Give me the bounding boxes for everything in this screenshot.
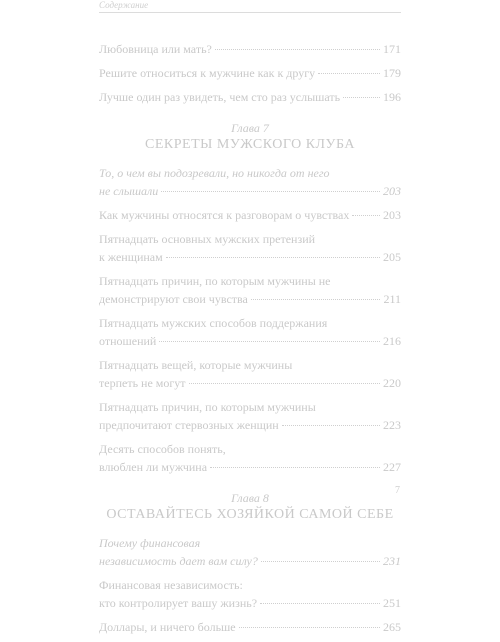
toc-entry-line	[99, 440, 401, 458]
dot-leader	[260, 603, 380, 604]
toc-section-top	[99, 40, 401, 106]
toc-entry	[99, 398, 401, 434]
toc-entry-title: Решите относиться к мужчине как к другу	[99, 66, 316, 80]
toc-entry-page: 251	[383, 596, 401, 610]
toc-entry-line	[99, 206, 401, 224]
toc-entry-line	[99, 248, 401, 266]
toc-section-chapter-8	[99, 534, 401, 636]
toc-entry-line	[99, 576, 401, 594]
toc-entry-page: 203	[383, 184, 401, 198]
toc-entry-title: Пятнадцать причин, по которым мужчины не	[99, 274, 331, 288]
chapter-7-heading	[99, 120, 401, 154]
toc-entry-title: Пятнадцать вещей, которые мужчины	[99, 358, 293, 372]
page-number: 7	[395, 485, 400, 496]
toc-entry-page: 196	[383, 90, 401, 104]
toc-entry-line	[99, 314, 401, 332]
chapter-8-heading	[99, 490, 401, 524]
dot-leader	[318, 73, 380, 74]
chapter-label: Глава 7	[231, 121, 269, 135]
toc-entry-title: демонстрируют свои чувства	[99, 292, 248, 306]
toc-entry-title: не слышали	[99, 184, 159, 198]
dot-leader	[282, 425, 380, 426]
toc-entry-title: Доллары, и ничего больше	[99, 620, 236, 634]
dot-leader	[215, 49, 380, 50]
toc-entry-line	[99, 230, 401, 248]
toc-entry-title: То, о чем вы подозревали, но никогда от него	[99, 166, 330, 180]
toc-entry-page: 171	[383, 42, 401, 56]
toc-entry	[99, 534, 401, 570]
dot-leader	[343, 97, 380, 98]
toc-entry	[99, 272, 401, 308]
toc-entry-page: 203	[383, 208, 401, 222]
toc-entry-page: 223	[383, 418, 401, 432]
toc-entry-line	[99, 374, 401, 392]
toc-entry-line	[99, 458, 401, 476]
dot-leader	[239, 627, 380, 628]
chapter-label: Глава 8	[231, 491, 269, 505]
toc-entry-page: 205	[383, 250, 401, 264]
toc-entry-title: влюблен ли мужчина	[99, 460, 208, 474]
toc-entry-page: 220	[383, 376, 401, 390]
toc-entry-line	[99, 552, 401, 570]
toc-entry-line	[99, 182, 401, 200]
dot-leader	[352, 215, 380, 216]
toc-entry-title: Лучше один раз увидеть, чем сто раз услышать	[99, 90, 341, 104]
toc-entry-line	[99, 290, 401, 308]
toc-entry	[99, 440, 401, 476]
toc-entry-title: Пятнадцать основных мужских претензий	[99, 232, 316, 246]
toc-entry	[99, 576, 401, 612]
toc-entry-title: Финансовая независимость:	[99, 578, 243, 592]
toc-entry-title: Как мужчины относятся к разговорам о чувствах	[99, 208, 350, 222]
dot-leader	[166, 257, 380, 258]
dot-leader	[251, 299, 381, 300]
toc-entry	[99, 314, 401, 350]
toc-entry-title: Любовница или мать?	[99, 42, 212, 56]
toc-entry-title: независимость дает вам силу?	[99, 554, 258, 568]
toc-entry-line	[99, 356, 401, 374]
toc-entry	[99, 88, 401, 106]
toc-entry-title: Пятнадцать причин, по которым мужчины	[99, 400, 316, 414]
toc-entry-line	[99, 64, 401, 82]
toc-entry-page: 265	[383, 620, 401, 634]
toc-entry	[99, 618, 401, 636]
toc-entry-page: 211	[383, 292, 401, 306]
chapter-title: СЕКРЕТЫ МУЖСКОГО КЛУБА	[145, 137, 355, 152]
toc-entry-page: 227	[383, 460, 401, 474]
toc-entry	[99, 230, 401, 266]
toc-entry-title: Почему финансовая	[99, 536, 201, 550]
toc-entry-title: отношений	[99, 334, 157, 348]
chapter-title: ОСТАВАЙТЕСЬ ХОЗЯЙКОЙ САМОЙ СЕБЕ	[106, 507, 394, 522]
toc-section-chapter-7	[99, 164, 401, 476]
toc-entry	[99, 356, 401, 392]
toc-entry	[99, 206, 401, 224]
dot-leader	[261, 561, 380, 562]
toc-entry-line	[99, 88, 401, 106]
dot-leader	[161, 191, 380, 192]
toc-entry-line	[99, 534, 401, 552]
toc-entry-line	[99, 40, 401, 58]
toc-entry	[99, 40, 401, 58]
running-header: Содержание	[99, 0, 401, 13]
toc-entry-title: к женщинам	[99, 250, 163, 264]
toc-entry-line	[99, 618, 401, 636]
toc-entry-line	[99, 272, 401, 290]
dot-leader	[189, 383, 380, 384]
toc-entry-title: терпеть не могут	[99, 376, 186, 390]
toc-entry-title: Десять способов понять,	[99, 442, 226, 456]
toc-entry-page: 216	[383, 334, 401, 348]
table-of-contents	[99, 40, 401, 642]
toc-entry-page: 231	[383, 554, 401, 568]
toc-entry-line	[99, 332, 401, 350]
dot-leader	[210, 467, 380, 468]
toc-entry	[99, 64, 401, 82]
toc-entry-line	[99, 594, 401, 612]
toc-entry-line	[99, 164, 401, 182]
toc-entry-title: Пятнадцать мужских способов поддержания	[99, 316, 328, 330]
toc-entry-title: предпочитают стервозных женщин	[99, 418, 279, 432]
toc-entry-title: кто контролирует вашу жизнь?	[99, 596, 258, 610]
toc-entry-line	[99, 416, 401, 434]
toc-entry	[99, 164, 401, 200]
dot-leader	[159, 341, 380, 342]
toc-entry-page: 179	[383, 66, 401, 80]
toc-entry-line	[99, 398, 401, 416]
